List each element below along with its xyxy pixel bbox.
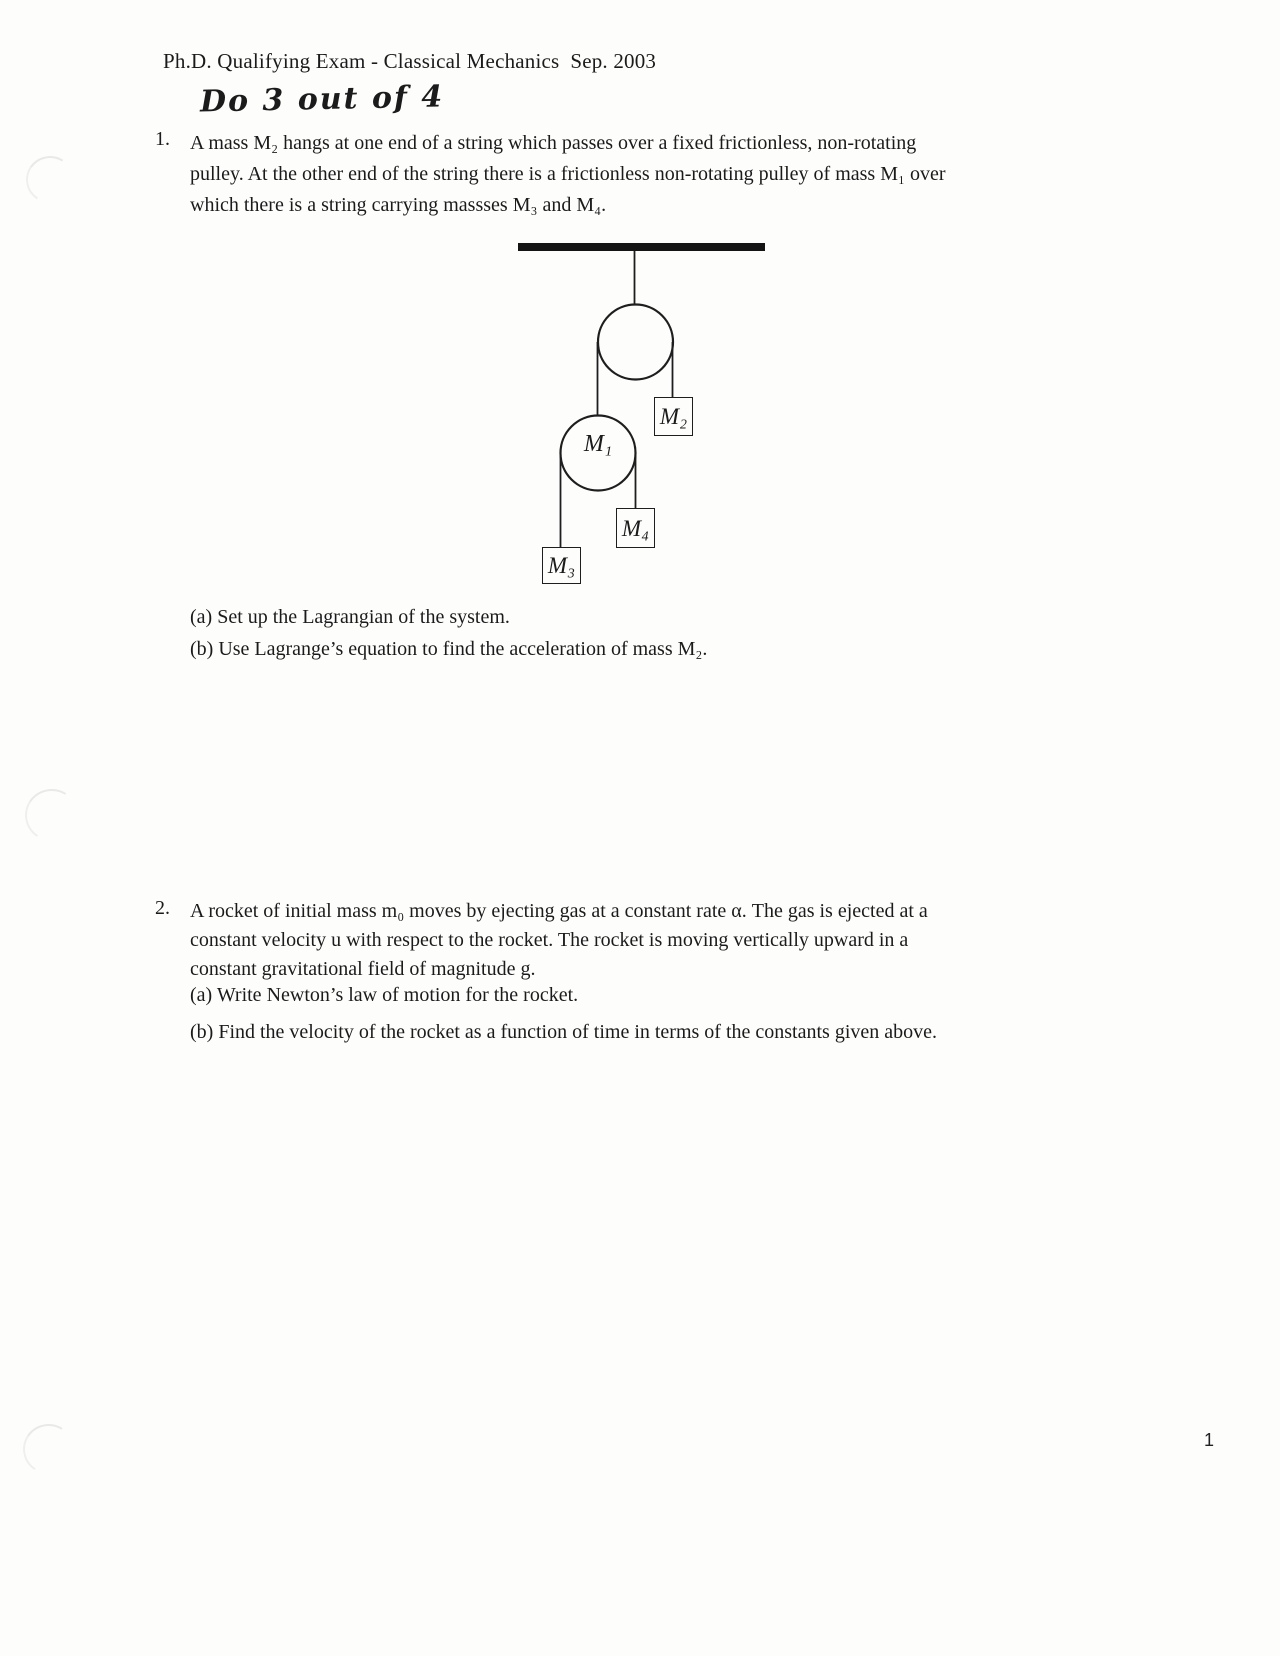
mass-m2-label: M₂: [659, 404, 688, 429]
mass-m3-box: [542, 547, 581, 584]
ceiling-bar: [518, 243, 765, 251]
mass-m3-label: M₃: [547, 553, 576, 578]
hole-punch-mark: [22, 152, 79, 208]
mass-m2-box: [654, 397, 693, 436]
problem-1-part-a: (a) Set up the Lagrangian of the system.: [190, 606, 510, 628]
problem-1-line-3: which there is a string carrying massses M₃ and M₄.: [190, 194, 607, 216]
handwritten-note: Do 3 out of 4: [199, 79, 445, 120]
problem-1-line-1: A mass M₂ hangs at one end of a string which passes over a fixed frictionless, non-rotating: [190, 132, 917, 154]
hole-punch-mark: [18, 1419, 78, 1479]
page-number: 1: [1204, 1430, 1215, 1450]
problem-2-part-a: (a) Write Newton’s law of motion for the rocket.: [190, 984, 579, 1006]
fixed-pulley: [598, 305, 673, 380]
problem-1-part-b: (b) Use Lagrange’s equation to find the acceleration of mass M₂.: [190, 638, 708, 660]
problem-2-text: [190, 897, 1080, 984]
problem-1-text: [190, 128, 1080, 221]
problem-2-line-3: constant gravitational field of magnitude g.: [190, 958, 536, 980]
pulley-m1-label: M₁: [583, 431, 613, 457]
problem-1-number: 1.: [155, 128, 170, 150]
problem-2-line-1: A rocket of initial mass m₀ moves by ejecting gas at a constant rate α. The gas is ejected at a: [190, 900, 928, 922]
problem-2-line-2: constant velocity u with respect to the rocket. The rocket is moving vertically upward in a: [190, 929, 909, 951]
problem-1-line-2: pulley. At the other end of the string there is a frictionless non-rotating pulley of mass M₁ over: [190, 163, 946, 185]
problem-2-part-b: (b) Find the velocity of the rocket as a function of time in terms of the constants given above.: [190, 1021, 938, 1043]
hole-punch-mark: [20, 784, 83, 846]
page-title: Ph.D. Qualifying Exam - Classical Mechanics Sep. 2003: [163, 49, 657, 73]
problem-2-number: 2.: [155, 897, 170, 919]
mass-m4-box: [616, 508, 655, 548]
mass-m4-label: M₄: [621, 515, 650, 541]
